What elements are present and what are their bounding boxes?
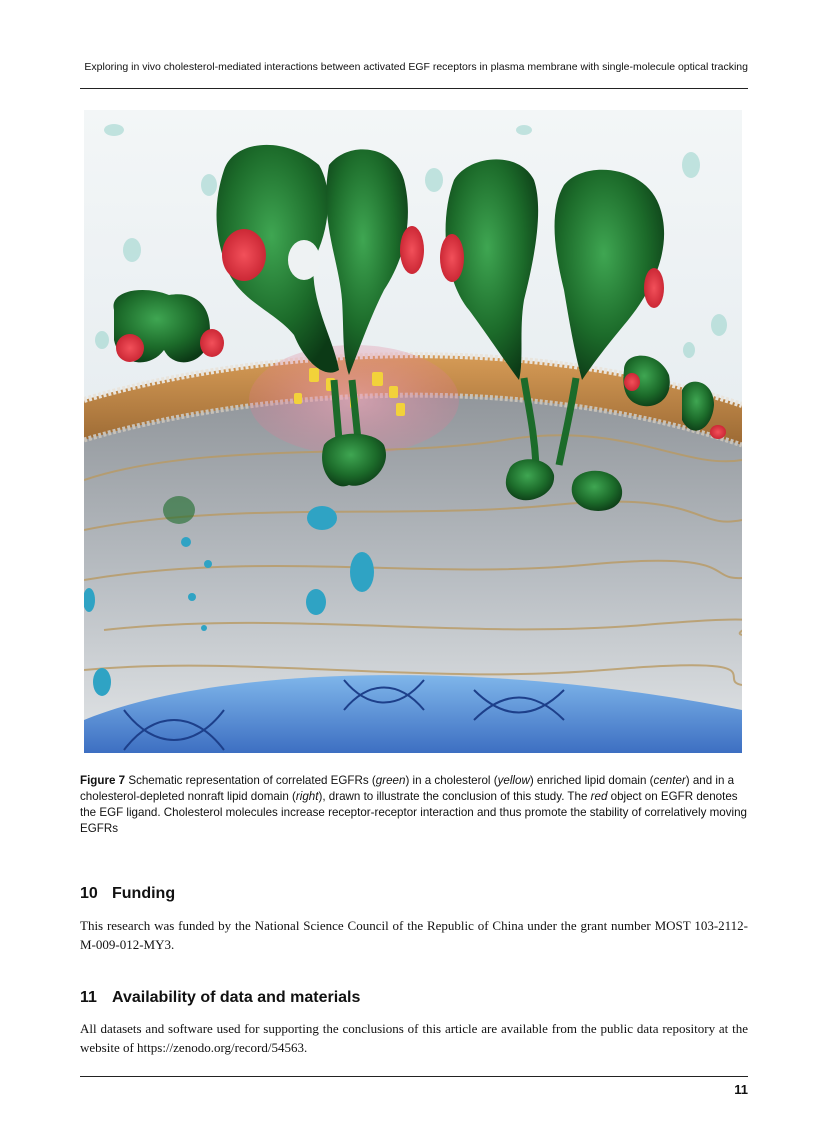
caption-text: Schematic representation of correlated EGFRs ( [125, 774, 376, 787]
running-head: Exploring in vivo cholesterol-mediated interactions between activated EGF receptors in plasma membrane with single-molecule optical tracking [84, 61, 748, 73]
page-number: 11 [734, 1082, 748, 1097]
caption-text: ) enriched lipid domain ( [529, 774, 654, 787]
header-rule [80, 88, 748, 89]
availability-paragraph: All datasets and software used for supporting the conclusions of this article are available from the public data repository at the website of https://zenodo.org/record/54563. [80, 1021, 748, 1055]
footer-rule [80, 1076, 748, 1077]
section-number: 11 [80, 989, 97, 1006]
caption-text: ) in a cholesterol ( [405, 774, 498, 787]
figure-caption [80, 773, 748, 837]
caption-text: ), drawn to illustrate the conclusion of this study. The [318, 790, 591, 803]
figure-7-illustration [84, 110, 742, 753]
funding-paragraph: This research was funded by the National Science Council of the Republic of China under the grant number MOST 103-2112-M-009-012-MY3. [80, 918, 748, 952]
caption-italic-yellow: yellow [497, 774, 530, 787]
caption-text: object on EGFR denotes the EGF ligand. Cholesterol molecules increase receptor-receptor interaction and thus promote the stability of correlatively moving EGFRs [80, 790, 747, 835]
section-title: Funding [112, 885, 176, 902]
caption-italic-right: right [295, 790, 319, 803]
section-number: 10 [80, 885, 98, 902]
caption-italic-green: green [375, 774, 406, 787]
section-heading-funding [80, 884, 175, 904]
caption-italic-center: center [653, 774, 686, 787]
figure-label: Figure 7 [80, 774, 126, 787]
section-heading-availability [80, 988, 360, 1008]
caption-text: ) and in a cholesterol-depleted nonraft lipid domain ( [80, 774, 735, 803]
section-title: Availability of data and materials [112, 989, 361, 1006]
caption-italic-red: red [590, 790, 608, 803]
